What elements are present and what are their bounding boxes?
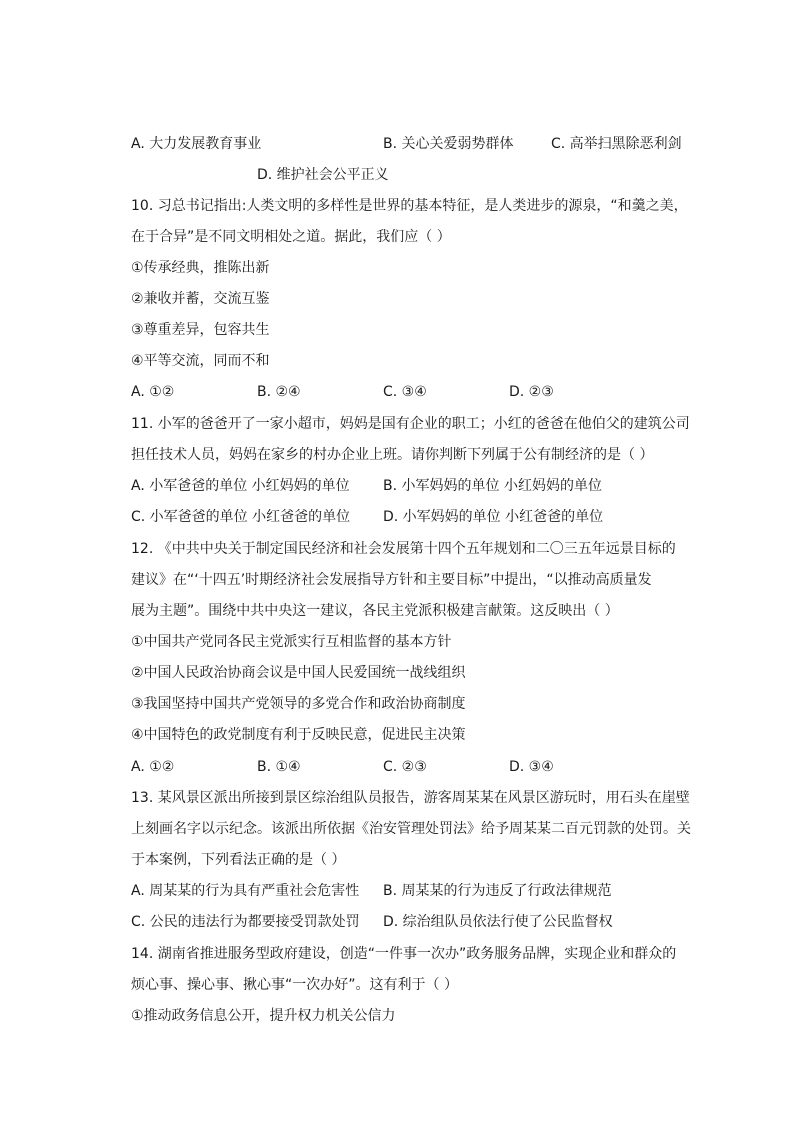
q10-item-1: ①传承经典，推陈出新 xyxy=(131,260,270,276)
q10-option-d: D. ②③ xyxy=(509,384,554,400)
q11-option-c: C. 小军爸爸的单位 小红爸爸的单位 xyxy=(131,509,351,525)
q13-option-a: A. 周某某的行为具有严重社会危害性 xyxy=(131,883,360,899)
q12-item-1: ①中国共产党同各民主党派实行互相监督的基本方针 xyxy=(131,634,452,650)
q12-item-2: ②中国人民政治协商会议是中国人民爱国统一战线组织 xyxy=(131,665,466,681)
q12-stem-line2: 建议》在“‘十四五’时期经济社会发展指导方针和主要目标”中提出，“以推动高质量发 xyxy=(131,572,652,588)
q13-stem-line2: 上刻画名字以示纪念。该派出所依据《治安管理处罚法》给予周某某二百元罚款的处罚。关 xyxy=(131,821,691,837)
q9-option-b: B. 关心关爱弱势群体 xyxy=(383,136,514,152)
q13-option-d: D. 综治组队员依法行使了公民监督权 xyxy=(383,914,613,930)
q10-stem-line1: 10. 习总书记指出:人类文明的多样性是世界的基本特征，是人类进步的源泉，“和羹之美， xyxy=(131,198,688,214)
q10-stem-line2: 在于合异”是不同文明相处之道。据此，我们应（ ） xyxy=(131,229,451,245)
q13-stem-line1: 13. 某风景区派出所接到景区综治组队员报告，游客周某某在风景区游玩时，用石头在崖壁 xyxy=(131,790,690,806)
q12-item-3: ③我国坚持中国共产党领导的多党合作和政治协商制度 xyxy=(131,696,466,712)
q13-stem-line3: 于本案例，下列看法正确的是（ ） xyxy=(131,852,346,868)
q9-option-c: C. 高举扫黑除恶利剑 xyxy=(551,136,682,152)
q9-option-d: D. 维护社会公平正义 xyxy=(257,167,389,183)
q11-option-a: A. 小军爸爸的单位 小红妈妈的单位 xyxy=(131,478,350,494)
q10-item-3: ③尊重差异，包容共生 xyxy=(131,322,270,338)
q11-stem-line2: 担任技术人员，妈妈在家乡的村办企业上班。请你判断下列属于公有制经济的是（ ） xyxy=(131,447,654,463)
q14-stem-line2: 烦心事、操心事、揪心事“一次办好”。这有利于（ ） xyxy=(131,977,458,993)
q11-option-b: B. 小军妈妈的单位 小红妈妈的单位 xyxy=(383,478,602,494)
q12-option-a: A. ①② xyxy=(131,759,175,775)
q9-option-a: A. 大力发展教育事业 xyxy=(131,136,262,152)
q12-item-4: ④中国特色的政党制度有利于反映民意，促进民主决策 xyxy=(131,727,466,743)
q10-item-2: ②兼收并蓄，交流互鉴 xyxy=(131,291,270,307)
q10-option-b: B. ②④ xyxy=(257,384,301,400)
q12-option-c: C. ②③ xyxy=(383,759,427,775)
q11-option-d: D. 小军妈妈的单位 小红爸爸的单位 xyxy=(383,509,604,525)
q11-stem-line1: 11. 小军的爸爸开了一家小超市，妈妈是国有企业的职工；小红的爸爸在他伯父的建筑公司 xyxy=(131,416,690,432)
q12-stem-line1: 12. 《中共中央关于制定国民经济和社会发展第十四个五年规划和二〇三五年远景目标的 xyxy=(131,541,676,557)
q10-item-4: ④平等交流，同而不和 xyxy=(131,353,270,369)
q12-option-b: B. ①④ xyxy=(257,759,301,775)
q14-item-1: ①推动政务信息公开，提升权力机关公信力 xyxy=(131,1008,396,1024)
q13-option-c: C. 公民的违法行为都要接受罚款处罚 xyxy=(131,914,360,930)
q12-stem-line3: 展为主题”。围绕中共中央这一建议，各民主党派积极建言献策。这反映出（ ） xyxy=(131,603,619,619)
q12-option-d: D. ③④ xyxy=(509,759,554,775)
q13-option-b: B. 周某某的行为违反了行政法律规范 xyxy=(383,883,612,899)
q10-option-a: A. ①② xyxy=(131,384,175,400)
q10-option-c: C. ③④ xyxy=(383,384,427,400)
q14-stem-line1: 14. 湖南省推进服务型政府建设，创造“一件事一次办”政务服务品牌，实现企业和群众的 xyxy=(131,946,677,962)
